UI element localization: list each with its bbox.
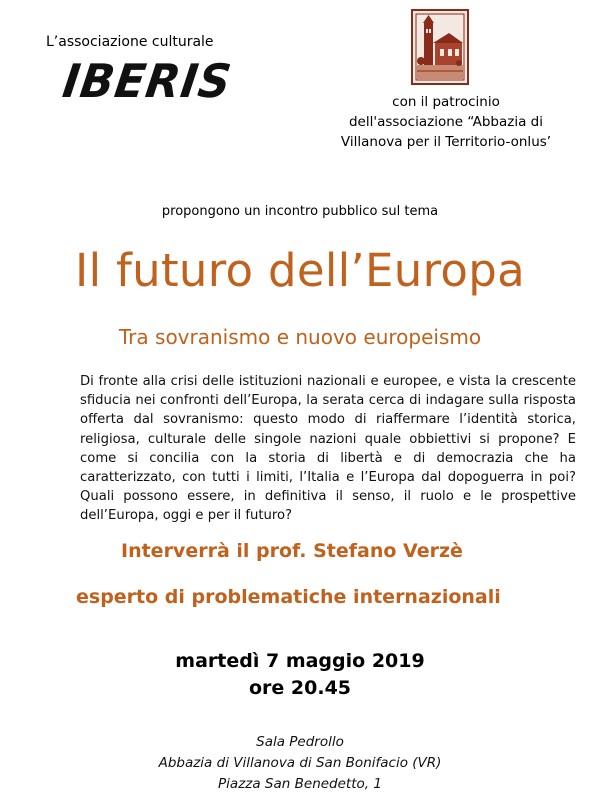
event-time: ore 20.45 <box>248 677 352 699</box>
speaker-role: esperto di problematiche internazionali <box>76 586 501 608</box>
event-description: Di fronte alla crisi delle istituzioni nazionali e europee, e vista la crescente sfiducia nei confronti dell’Europa, la serata cerca di indagare sulla risposta offerta dal sovranismo: questo modo di riaffermare l’identità storica, religiosa, culturale delle singole nazioni quale obbiettivi si propone? E come si concilia con la storia di libertà e di democrazia che ha caratterizzato, con tutti i limiti, l’Italia e l’Europa dal dopoguerra in poi? Quali possono essere, in definitiva il senso, il ruolo e le prospettive dell’Europa, oggi e per il futuro? <box>80 374 576 524</box>
patronage-block <box>316 92 576 152</box>
association-intro: L’associazione culturale <box>46 34 214 50</box>
patronage-line-2: dell'associazione “Abbazia di <box>348 114 543 130</box>
venue-place: Abbazia di Villanova di San Bonifacio (VR) <box>158 755 442 771</box>
venue-block <box>0 732 600 795</box>
event-subtitle: Tra sovranismo e nuovo europeismo <box>118 325 482 349</box>
patronage-line-1: con il patrocinio <box>392 94 500 110</box>
patronage-line-3: Villanova per il Territorio-onlus’ <box>340 134 552 150</box>
proposal-text: propongono un incontro pubblico sul tema <box>161 204 439 219</box>
speaker-name: Interverrà il prof. Stefano Verzè <box>121 540 463 562</box>
iberis-logo: IBERIS <box>59 55 235 109</box>
event-datetime <box>0 648 600 702</box>
venue-address: Piazza San Benedetto, 1 <box>218 776 382 792</box>
venue-hall: Sala Pedrollo <box>256 734 344 750</box>
event-title: Il futuro dell’Europa <box>75 244 525 297</box>
event-date: martedì 7 maggio 2019 <box>175 650 425 672</box>
abbey-logo-icon <box>411 9 469 85</box>
